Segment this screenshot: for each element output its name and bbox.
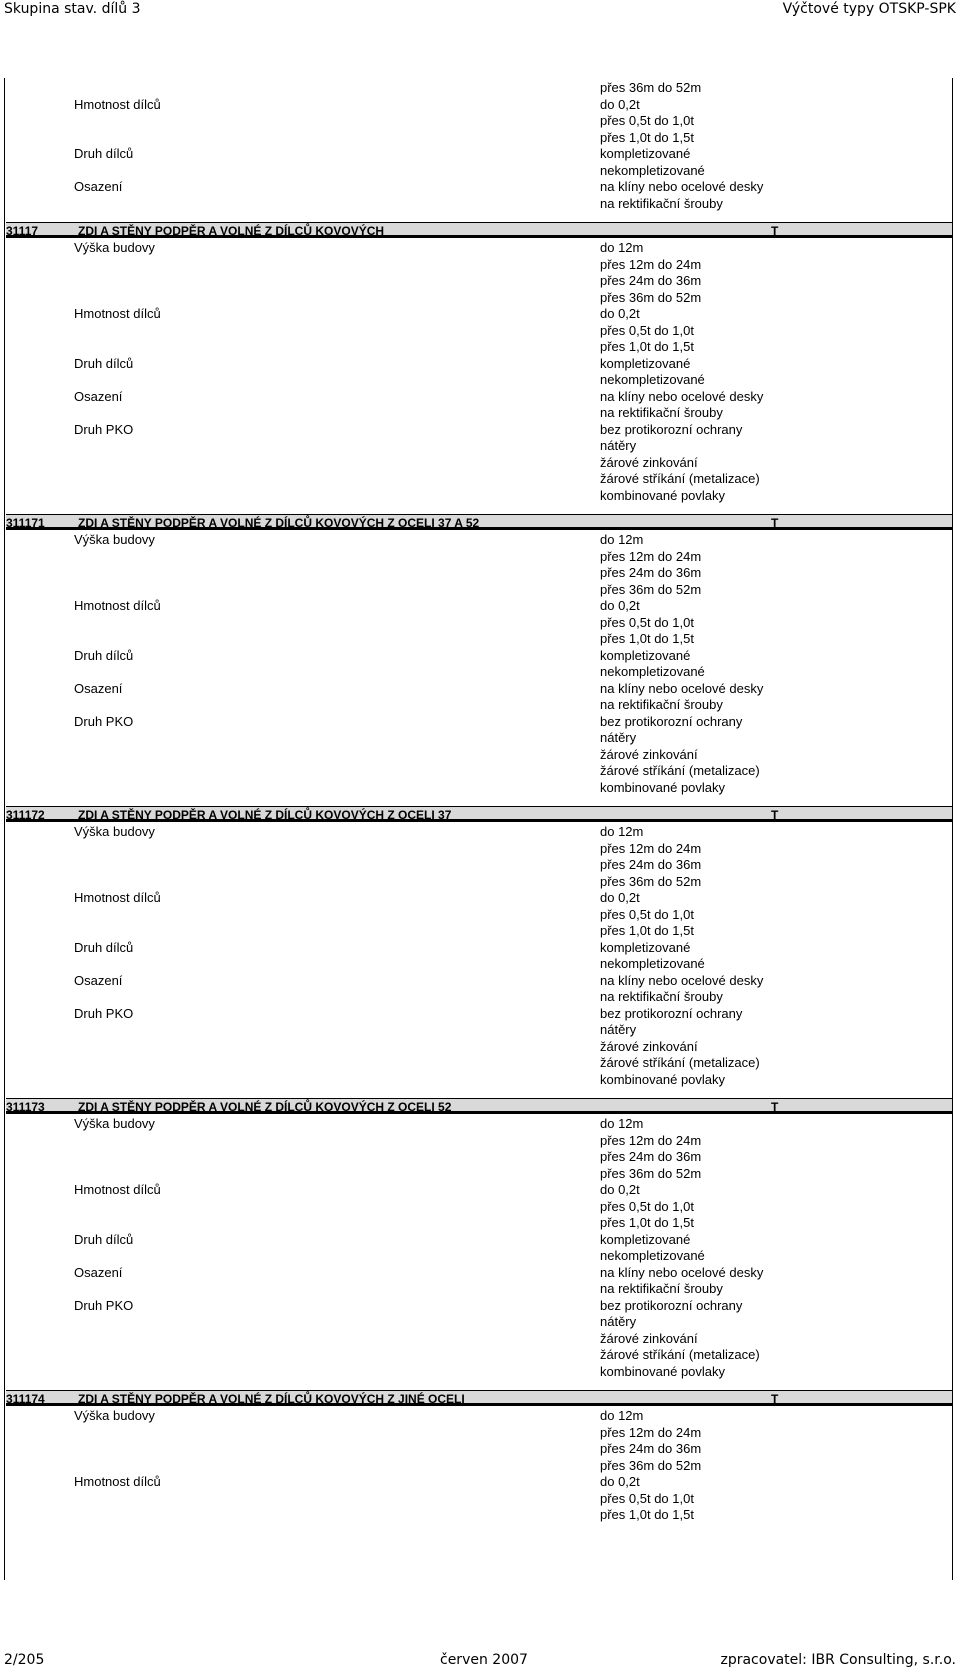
table-row xyxy=(0,857,960,874)
table-row xyxy=(0,1215,960,1232)
row-value: přes 36m do 52m xyxy=(600,873,702,889)
table-row xyxy=(0,339,960,356)
row-label: Hmotnost dílců xyxy=(74,306,161,321)
row-value: přes 0,5t do 1,0t xyxy=(600,113,694,128)
item-section xyxy=(0,806,960,1088)
section-title: ZDI A STĚNY PODPĚR A VOLNÉ Z DÍLCŮ KOVOVÝCH Z OCELI 37 A 52 xyxy=(78,516,480,530)
row-value: přes 36m do 52m xyxy=(600,1165,702,1181)
table-row xyxy=(0,664,960,681)
section-spacer xyxy=(0,1088,960,1098)
row-value: přes 1,0t do 1,5t xyxy=(600,631,694,646)
document-body xyxy=(0,80,960,1524)
table-row xyxy=(0,1055,960,1072)
row-value: přes 1,0t do 1,5t xyxy=(600,129,694,145)
table-row xyxy=(0,841,960,858)
row-value: do 12m xyxy=(600,1408,644,1423)
row-label: Výška budovy xyxy=(74,532,155,547)
table-row xyxy=(0,1441,960,1458)
item-section xyxy=(0,514,960,796)
row-label: Hmotnost dílců xyxy=(74,598,161,613)
table-row xyxy=(0,648,960,665)
table-row xyxy=(0,1072,960,1089)
table-row xyxy=(0,257,960,274)
row-value: na klíny nebo ocelové desky xyxy=(600,388,764,404)
row-value: přes 24m do 36m xyxy=(600,1441,702,1456)
row-label: Druh PKO xyxy=(74,421,134,437)
row-value: kompletizované xyxy=(600,1231,691,1247)
row-value: nátěry xyxy=(600,730,637,745)
table-row xyxy=(0,747,960,764)
section-spacer xyxy=(0,1380,960,1390)
table-row xyxy=(0,1199,960,1216)
table-row xyxy=(0,1298,960,1315)
section-unit: T xyxy=(771,1100,779,1114)
table-row xyxy=(0,1364,960,1381)
table-row xyxy=(0,130,960,147)
section-spacer xyxy=(0,212,960,222)
table-row xyxy=(0,1331,960,1348)
row-value: přes 1,0t do 1,5t xyxy=(600,339,694,354)
row-value: do 0,2t xyxy=(600,1182,640,1197)
table-row xyxy=(0,372,960,389)
table-row xyxy=(0,631,960,648)
row-value: přes 24m do 36m xyxy=(600,857,702,872)
section-unit: T xyxy=(771,1392,779,1406)
row-label: Hmotnost dílců xyxy=(74,1182,161,1197)
row-value: do 0,2t xyxy=(600,306,640,321)
row-label: Druh dílců xyxy=(74,146,134,161)
row-value: přes 12m do 24m xyxy=(600,1424,702,1440)
table-row xyxy=(0,697,960,714)
footer-author: zpracovatel: IBR Consulting, s.r.o. xyxy=(720,1652,956,1668)
section-unit: T xyxy=(771,224,779,238)
row-value: do 0,2t xyxy=(600,1474,640,1489)
header-left-text: Skupina stav. dílů 3 xyxy=(4,1,141,17)
row-value: přes 0,5t do 1,0t xyxy=(600,1198,694,1214)
section-title: ZDI A STĚNY PODPĚR A VOLNÉ Z DÍLCŮ KOVOVÝCH Z OCELI 37 xyxy=(78,808,452,822)
section-code: 311171 xyxy=(6,516,45,530)
table-row xyxy=(0,1265,960,1282)
row-value: nekompletizované xyxy=(600,664,705,679)
row-label: Osazení xyxy=(74,388,123,404)
section-header-bar xyxy=(6,222,952,238)
row-value: na klíny nebo ocelové desky xyxy=(600,1264,764,1280)
row-value: přes 24m do 36m xyxy=(600,1149,702,1164)
table-row xyxy=(0,1248,960,1265)
row-label: Osazení xyxy=(74,1264,123,1280)
row-value: na klíny nebo ocelové desky xyxy=(600,680,764,696)
table-row xyxy=(0,956,960,973)
row-value: nekompletizované xyxy=(600,162,705,178)
table-row xyxy=(0,907,960,924)
row-value: přes 0,5t do 1,0t xyxy=(600,906,694,922)
table-row xyxy=(0,97,960,114)
section-unit: T xyxy=(771,808,779,822)
row-value: přes 36m do 52m xyxy=(600,1457,702,1473)
row-label: Druh PKO xyxy=(74,1297,134,1313)
item-section xyxy=(0,1390,960,1524)
row-value: na rektifikační šrouby xyxy=(600,405,723,420)
table-row xyxy=(0,306,960,323)
section-unit: T xyxy=(771,516,779,530)
row-value: nekompletizované xyxy=(600,956,705,971)
row-value: žárové zinkování xyxy=(600,746,698,762)
table-row xyxy=(0,874,960,891)
row-label: Druh PKO xyxy=(74,1005,134,1021)
row-value: na rektifikační šrouby xyxy=(600,989,723,1004)
table-row xyxy=(0,780,960,797)
table-row xyxy=(0,1182,960,1199)
table-row xyxy=(0,1314,960,1331)
row-value: kombinované povlaky xyxy=(600,487,726,503)
table-row xyxy=(0,763,960,780)
table-row xyxy=(0,1281,960,1298)
row-value: přes 1,0t do 1,5t xyxy=(600,1507,694,1522)
row-value: žárové stříkání (metalizace) xyxy=(600,471,760,486)
table-row xyxy=(0,989,960,1006)
row-label: Druh dílců xyxy=(74,1231,134,1247)
table-row xyxy=(0,179,960,196)
table-row xyxy=(0,532,960,549)
table-row xyxy=(0,455,960,472)
row-label: Hmotnost dílců xyxy=(74,890,161,905)
table-row xyxy=(0,240,960,257)
table-row xyxy=(0,323,960,340)
row-value: do 12m xyxy=(600,532,644,547)
footer-page-number: 2/205 xyxy=(4,1652,45,1668)
table-row xyxy=(0,973,960,990)
row-value: nátěry xyxy=(600,1022,637,1037)
table-row xyxy=(0,113,960,130)
table-row xyxy=(0,1232,960,1249)
page-footer xyxy=(0,1652,960,1670)
row-value: bez protikorozní ochrany xyxy=(600,421,743,437)
row-value: na rektifikační šrouby xyxy=(600,697,723,712)
row-label: Výška budovy xyxy=(74,1116,155,1131)
row-value: bez protikorozní ochrany xyxy=(600,1005,743,1021)
footer-date: červen 2007 xyxy=(440,1652,528,1668)
table-row xyxy=(0,940,960,957)
table-row xyxy=(0,615,960,632)
table-row xyxy=(0,681,960,698)
row-value: žárové zinkování xyxy=(600,1038,698,1054)
table-row xyxy=(0,1116,960,1133)
item-section xyxy=(0,222,960,504)
row-value: kombinované povlaky xyxy=(600,1363,726,1379)
row-value: kompletizované xyxy=(600,355,691,371)
table-row xyxy=(0,549,960,566)
table-row xyxy=(0,1022,960,1039)
sections-container xyxy=(0,212,960,1524)
row-value: kompletizované xyxy=(600,146,691,161)
table-row xyxy=(0,488,960,505)
row-value: do 0,2t xyxy=(600,890,640,905)
table-row xyxy=(0,1458,960,1475)
row-value: žárové stříkání (metalizace) xyxy=(600,763,760,778)
table-row xyxy=(0,1507,960,1524)
section-header-bar xyxy=(6,806,952,822)
section-spacer xyxy=(0,796,960,806)
row-value: kombinované povlaky xyxy=(600,1071,726,1087)
section-header-bar xyxy=(6,1098,952,1114)
table-row xyxy=(0,923,960,940)
row-value: přes 0,5t do 1,0t xyxy=(600,322,694,338)
row-value: nátěry xyxy=(600,438,637,453)
table-row xyxy=(0,1006,960,1023)
row-value: přes 36m do 52m xyxy=(600,581,702,597)
row-value: kombinované povlaky xyxy=(600,779,726,795)
table-row xyxy=(0,438,960,455)
row-value: přes 12m do 24m xyxy=(600,1132,702,1148)
header-right-text: Výčtové typy OTSKP-SPK xyxy=(782,1,956,17)
row-value: přes 36m do 52m xyxy=(600,289,702,305)
row-value: přes 1,0t do 1,5t xyxy=(600,923,694,938)
row-value: na rektifikační šrouby xyxy=(600,195,723,211)
row-value: na rektifikační šrouby xyxy=(600,1281,723,1296)
section-code: 311172 xyxy=(6,808,45,822)
row-value: přes 12m do 24m xyxy=(600,256,702,272)
row-value: žárové stříkání (metalizace) xyxy=(600,1347,760,1362)
table-row xyxy=(0,1039,960,1056)
section-code: 311173 xyxy=(6,1100,45,1114)
row-value: přes 1,0t do 1,5t xyxy=(600,1215,694,1230)
section-code: 31117 xyxy=(6,224,39,238)
section-title: ZDI A STĚNY PODPĚR A VOLNÉ Z DÍLCŮ KOVOVÝCH xyxy=(78,224,385,238)
row-value: do 12m xyxy=(600,824,644,839)
table-row xyxy=(0,730,960,747)
row-value: nekompletizované xyxy=(600,372,705,387)
row-value: žárové zinkování xyxy=(600,1330,698,1346)
row-label: Osazení xyxy=(74,179,123,194)
row-value: bez protikorozní ochrany xyxy=(600,713,743,729)
row-value: na klíny nebo ocelové desky xyxy=(600,972,764,988)
row-label: Druh dílců xyxy=(74,355,134,371)
table-row xyxy=(0,471,960,488)
row-value: kompletizované xyxy=(600,647,691,663)
row-value: přes 0,5t do 1,0t xyxy=(600,1490,694,1506)
row-label: Druh dílců xyxy=(74,647,134,663)
table-row xyxy=(0,389,960,406)
row-label: Výška budovy xyxy=(74,240,155,255)
table-row xyxy=(0,1474,960,1491)
row-value: přes 0,5t do 1,0t xyxy=(600,614,694,630)
item-section xyxy=(0,1098,960,1380)
row-label: Výška budovy xyxy=(74,1408,155,1423)
table-row xyxy=(0,273,960,290)
table-row xyxy=(0,80,960,97)
table-row xyxy=(0,582,960,599)
row-label: Výška budovy xyxy=(74,824,155,839)
table-row xyxy=(0,1166,960,1183)
row-value: přes 12m do 24m xyxy=(600,840,702,856)
row-value: přes 24m do 36m xyxy=(600,565,702,580)
row-value: přes 36m do 52m xyxy=(600,80,702,95)
section-header-bar xyxy=(6,514,952,530)
table-row xyxy=(0,422,960,439)
row-label: Osazení xyxy=(74,680,123,696)
row-value: žárové stříkání (metalizace) xyxy=(600,1055,760,1070)
continued-section xyxy=(0,80,960,212)
row-label: Druh dílců xyxy=(74,939,134,955)
row-label: Hmotnost dílců xyxy=(74,96,161,112)
table-row xyxy=(0,405,960,422)
row-value: nátěry xyxy=(600,1314,637,1329)
table-row xyxy=(0,196,960,213)
table-row xyxy=(0,1347,960,1364)
table-row xyxy=(0,565,960,582)
table-row xyxy=(0,1133,960,1150)
table-row xyxy=(0,1149,960,1166)
row-value: do 12m xyxy=(600,240,644,255)
table-row xyxy=(0,1408,960,1425)
section-code: 311174 xyxy=(6,1392,45,1406)
table-row xyxy=(0,1425,960,1442)
section-spacer xyxy=(0,504,960,514)
row-label: Druh PKO xyxy=(74,713,134,729)
row-value: na klíny nebo ocelové desky xyxy=(600,179,764,194)
table-row xyxy=(0,163,960,180)
row-value: do 0,2t xyxy=(600,96,640,112)
row-label: Hmotnost dílců xyxy=(74,1474,161,1489)
row-label: Osazení xyxy=(74,972,123,988)
table-row xyxy=(0,824,960,841)
table-row xyxy=(0,1491,960,1508)
page-header xyxy=(0,0,960,22)
row-value: do 0,2t xyxy=(600,598,640,613)
table-row xyxy=(0,146,960,163)
section-header-bar xyxy=(6,1390,952,1406)
row-value: kompletizované xyxy=(600,939,691,955)
table-row xyxy=(0,890,960,907)
row-value: přes 12m do 24m xyxy=(600,548,702,564)
section-title: ZDI A STĚNY PODPĚR A VOLNÉ Z DÍLCŮ KOVOVÝCH Z OCELI 52 xyxy=(78,1100,452,1114)
row-value: přes 24m do 36m xyxy=(600,273,702,288)
row-value: nekompletizované xyxy=(600,1248,705,1263)
table-row xyxy=(0,598,960,615)
section-title: ZDI A STĚNY PODPĚR A VOLNÉ Z DÍLCŮ KOVOVÝCH Z JINÉ OCELI xyxy=(78,1392,465,1406)
table-row xyxy=(0,290,960,307)
table-row xyxy=(0,356,960,373)
table-row xyxy=(0,714,960,731)
row-value: žárové zinkování xyxy=(600,454,698,470)
row-value: bez protikorozní ochrany xyxy=(600,1297,743,1313)
row-value: do 12m xyxy=(600,1116,644,1131)
